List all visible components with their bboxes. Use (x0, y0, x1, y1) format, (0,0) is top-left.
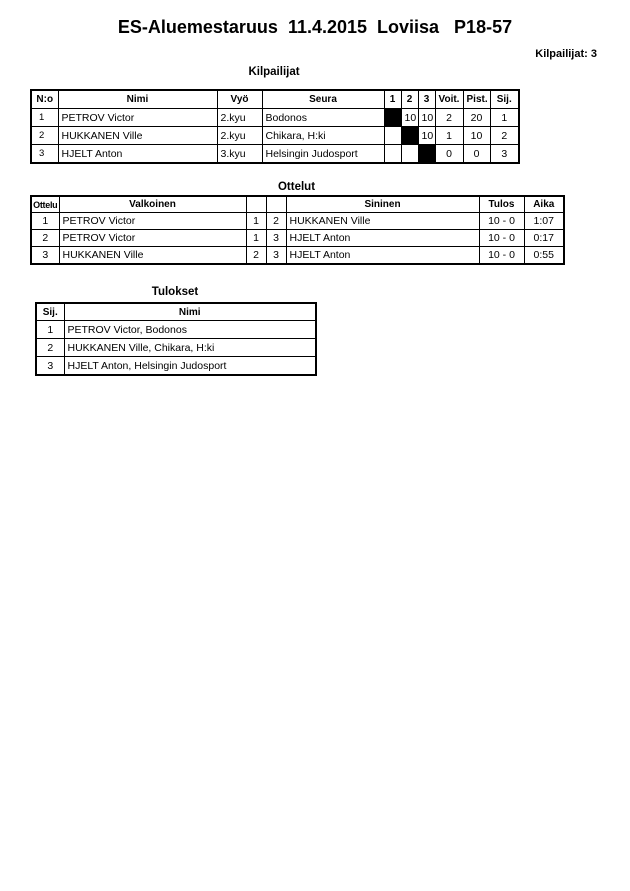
score-vs-1 (384, 145, 401, 164)
result-placement: 2 (36, 339, 64, 357)
section-title-tulokset: Tulokset (151, 286, 199, 298)
result-name: HUKKANEN Ville, Chikara, H:ki (64, 339, 316, 357)
col-header-ottelu: Ottelu (31, 196, 59, 213)
competitor-number: 1 (31, 109, 58, 127)
competitor-club: Helsingin Judosport (262, 145, 384, 164)
score-vs-3: 10 (418, 109, 435, 127)
score-vs-2 (401, 145, 418, 164)
col-header-white-number (246, 196, 266, 213)
diagonal-blocked-cell (418, 145, 435, 164)
col-header-seura: Seura (262, 90, 384, 109)
col-header-tulos: Tulos (479, 196, 524, 213)
table-row (31, 230, 564, 247)
col-header-nimi: Nimi (64, 303, 316, 321)
col-header-aika: Aika (524, 196, 564, 213)
blue-competitor: HJELT Anton (286, 247, 479, 265)
table-row (31, 127, 519, 145)
competitor-belt: 3.kyu (217, 145, 262, 164)
col-header-2: 2 (401, 90, 418, 109)
points-cell: 10 (463, 127, 490, 145)
blue-competitor-number: 3 (266, 230, 286, 247)
white-competitor: HUKKANEN Ville (59, 247, 246, 265)
col-header-1: 1 (384, 90, 401, 109)
competitor-belt: 2.kyu (217, 109, 262, 127)
section-title-ottelut: Ottelut (277, 181, 316, 193)
result-name: PETROV Victor, Bodonos (64, 321, 316, 339)
white-competitor-number: 1 (246, 213, 266, 230)
score-vs-1 (384, 127, 401, 145)
result-placement: 3 (36, 357, 64, 376)
score-vs-2: 10 (401, 109, 418, 127)
section-title-kilpailijat: Kilpailijat (248, 66, 300, 78)
result-placement: 1 (36, 321, 64, 339)
match-number: 1 (31, 213, 59, 230)
page-title: ES-Aluemestaruus 11.4.2015 Loviisa P18-57 (117, 17, 513, 37)
competitor-belt: 2.kyu (217, 127, 262, 145)
col-header-sij: Sij. (490, 90, 519, 109)
competitor-number: 3 (31, 145, 58, 164)
col-header-sij: Sij. (36, 303, 64, 321)
table-row (31, 109, 519, 127)
blue-competitor-number: 2 (266, 213, 286, 230)
table-row (36, 321, 316, 339)
col-header-3: 3 (418, 90, 435, 109)
placement-cell: 3 (490, 145, 519, 164)
table-header-row (36, 303, 316, 321)
col-header-blue-number (266, 196, 286, 213)
match-result: 10 - 0 (479, 213, 524, 230)
match-result: 10 - 0 (479, 247, 524, 265)
white-competitor: PETROV Victor (59, 213, 246, 230)
competitor-club: Chikara, H:ki (262, 127, 384, 145)
table-row (36, 339, 316, 357)
competitors-count-label: Kilpailijat: 3 (535, 48, 597, 60)
competitor-name: HUKKANEN Ville (58, 127, 217, 145)
col-header-valkoinen: Valkoinen (59, 196, 246, 213)
white-competitor-number: 1 (246, 230, 266, 247)
match-time: 0:17 (524, 230, 564, 247)
col-header-voit: Voit. (435, 90, 463, 109)
kilpailijat-table (30, 89, 520, 164)
competitor-name: PETROV Victor (58, 109, 217, 127)
diagonal-blocked-cell (384, 109, 401, 127)
tulokset-table (35, 302, 317, 376)
match-result: 10 - 0 (479, 230, 524, 247)
col-header-nimi: Nimi (58, 90, 217, 109)
wins-cell: 1 (435, 127, 463, 145)
match-time: 1:07 (524, 213, 564, 230)
blue-competitor: HUKKANEN Ville (286, 213, 479, 230)
match-number: 2 (31, 230, 59, 247)
white-competitor-number: 2 (246, 247, 266, 265)
wins-cell: 2 (435, 109, 463, 127)
col-header-vyo: Vyö (217, 90, 262, 109)
score-vs-3: 10 (418, 127, 435, 145)
table-header-row (31, 196, 564, 213)
points-cell: 20 (463, 109, 490, 127)
table-row (31, 213, 564, 230)
table-header-row (31, 90, 519, 109)
white-competitor: PETROV Victor (59, 230, 246, 247)
points-cell: 0 (463, 145, 490, 164)
table-row (31, 247, 564, 265)
result-name: HJELT Anton, Helsingin Judosport (64, 357, 316, 376)
placement-cell: 1 (490, 109, 519, 127)
col-header-sininen: Sininen (286, 196, 479, 213)
competitor-name: HJELT Anton (58, 145, 217, 164)
blue-competitor: HJELT Anton (286, 230, 479, 247)
match-number: 3 (31, 247, 59, 265)
col-header-pist: Pist. (463, 90, 490, 109)
wins-cell: 0 (435, 145, 463, 164)
table-row (36, 357, 316, 376)
diagonal-blocked-cell (401, 127, 418, 145)
table-row (31, 145, 519, 164)
col-header-no: N:o (31, 90, 58, 109)
match-time: 0:55 (524, 247, 564, 265)
blue-competitor-number: 3 (266, 247, 286, 265)
ottelut-table (30, 195, 565, 265)
competitor-number: 2 (31, 127, 58, 145)
placement-cell: 2 (490, 127, 519, 145)
competitor-club: Bodonos (262, 109, 384, 127)
